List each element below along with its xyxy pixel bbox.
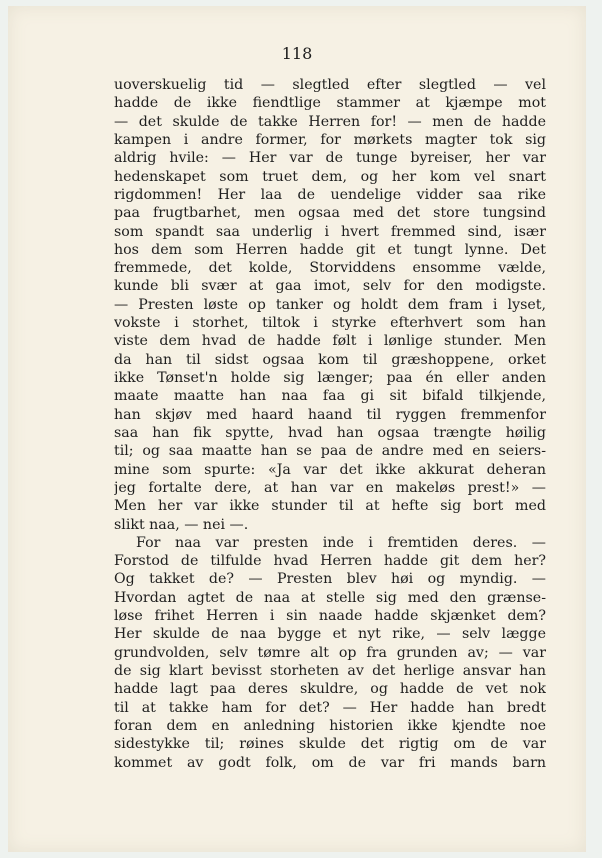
text-line: Men her var ikke stunder til at hefte sig bort med bbox=[114, 498, 546, 515]
text-line: til; og saa maatte han se paa de andre med en seiers- bbox=[114, 443, 546, 460]
text-line: han skjøv med haard haand til ryggen fremmenfor bbox=[114, 406, 546, 423]
text-line: hadde de ikke fiendtlige stammer at kjæmpe mot bbox=[114, 95, 546, 112]
text-line: kampen i andre former, for mørkets magter tok sig bbox=[114, 131, 546, 148]
text-line: som spandt saa underlig i hvert fremmed sind, især bbox=[114, 223, 546, 240]
text-line: hedenskapet som truet dem, og her kom vel snart bbox=[114, 168, 546, 185]
text-line: da han til sidst ogsaa kom til græshoppene, orket bbox=[114, 351, 546, 368]
text-line: kunde bli svær at gaa imot, selv for den modigste. bbox=[114, 278, 546, 295]
text-line: sidestykke til; røines skulde det rigtig om de var bbox=[114, 736, 546, 753]
text-line: Forstod de tilfulde hvad Herren hadde git dem her? bbox=[114, 553, 546, 570]
text-line: vokste i storhet, tiltok i styrke efterhvert som han bbox=[114, 315, 546, 332]
text-line: slikt naa, — nei —. bbox=[114, 516, 249, 533]
text-line: kommet av godt folk, om de var fri mands barn bbox=[114, 754, 546, 771]
text-line: de sig klart bevisst storheten av det herlige ansvar han bbox=[114, 663, 546, 679]
text-line: løse frihet Herren i sin naade hadde skjænket dem? bbox=[114, 608, 546, 625]
text-line: jeg fortalte dere, at han var en makeløs prest!» — bbox=[114, 479, 546, 496]
body-text bbox=[114, 76, 546, 772]
text-line: hos dem som Herren hadde git et tungt lynne. Det bbox=[114, 241, 546, 258]
text-line: Hvordan agtet de naa at stelle sig med den grænse- bbox=[114, 589, 546, 606]
text-line: grundvolden, selv tømre alt op fra grunden av; — var bbox=[114, 644, 546, 661]
text-line: Her skulde de naa bygge et nyt rike, — selv lægge bbox=[114, 626, 546, 643]
text-line: — det skulde de takke Herren for! — men de hadde bbox=[114, 113, 546, 130]
text-line: viste dem hvad de hadde følt i lønlige stunder. Men bbox=[114, 333, 546, 350]
text-line: uoverskuelig tid — slegtled efter slegtled — vel bbox=[114, 77, 546, 93]
text-line: rigdommen! Her laa de uendelige vidder saa rike bbox=[114, 186, 546, 203]
text-line: Og takket de? — Presten blev høi og myndig. — bbox=[114, 571, 546, 588]
text-line: mine som spurte: «Ja var det ikke akkurat deheran bbox=[114, 461, 546, 478]
text-line: paa frugtbarhet, men ogsaa med det store tungsind bbox=[114, 205, 546, 222]
book-page bbox=[8, 6, 586, 852]
text-line: fremmede, det kolde, Storviddens ensomme vælde, bbox=[114, 260, 546, 277]
text-line: For naa var presten inde i fremtiden deres. — bbox=[136, 534, 546, 551]
text-line: maate maatte han naa faa gi sit bifald tilkjende, bbox=[114, 388, 546, 405]
text-line: saa han fik spytte, hvad han ogsaa trængte høilig bbox=[114, 424, 546, 441]
text-line: — Presten løste op tanker og holdt dem fram i lyset, bbox=[114, 296, 546, 313]
text-line: til at takke ham for det? — Her hadde han bredt bbox=[114, 699, 546, 716]
page-number: 118 bbox=[281, 44, 313, 63]
text-line: foran dem en anledning historien ikke kjendte noe bbox=[114, 717, 546, 734]
text-line: aldrig hvile: — Her var de tunge byreiser, her var bbox=[114, 150, 546, 167]
text-line: hadde lagt paa deres skuldre, og hadde de vet nok bbox=[114, 681, 546, 698]
text-line: ikke Tønset'n holde sig længer; paa én eller anden bbox=[114, 370, 546, 386]
